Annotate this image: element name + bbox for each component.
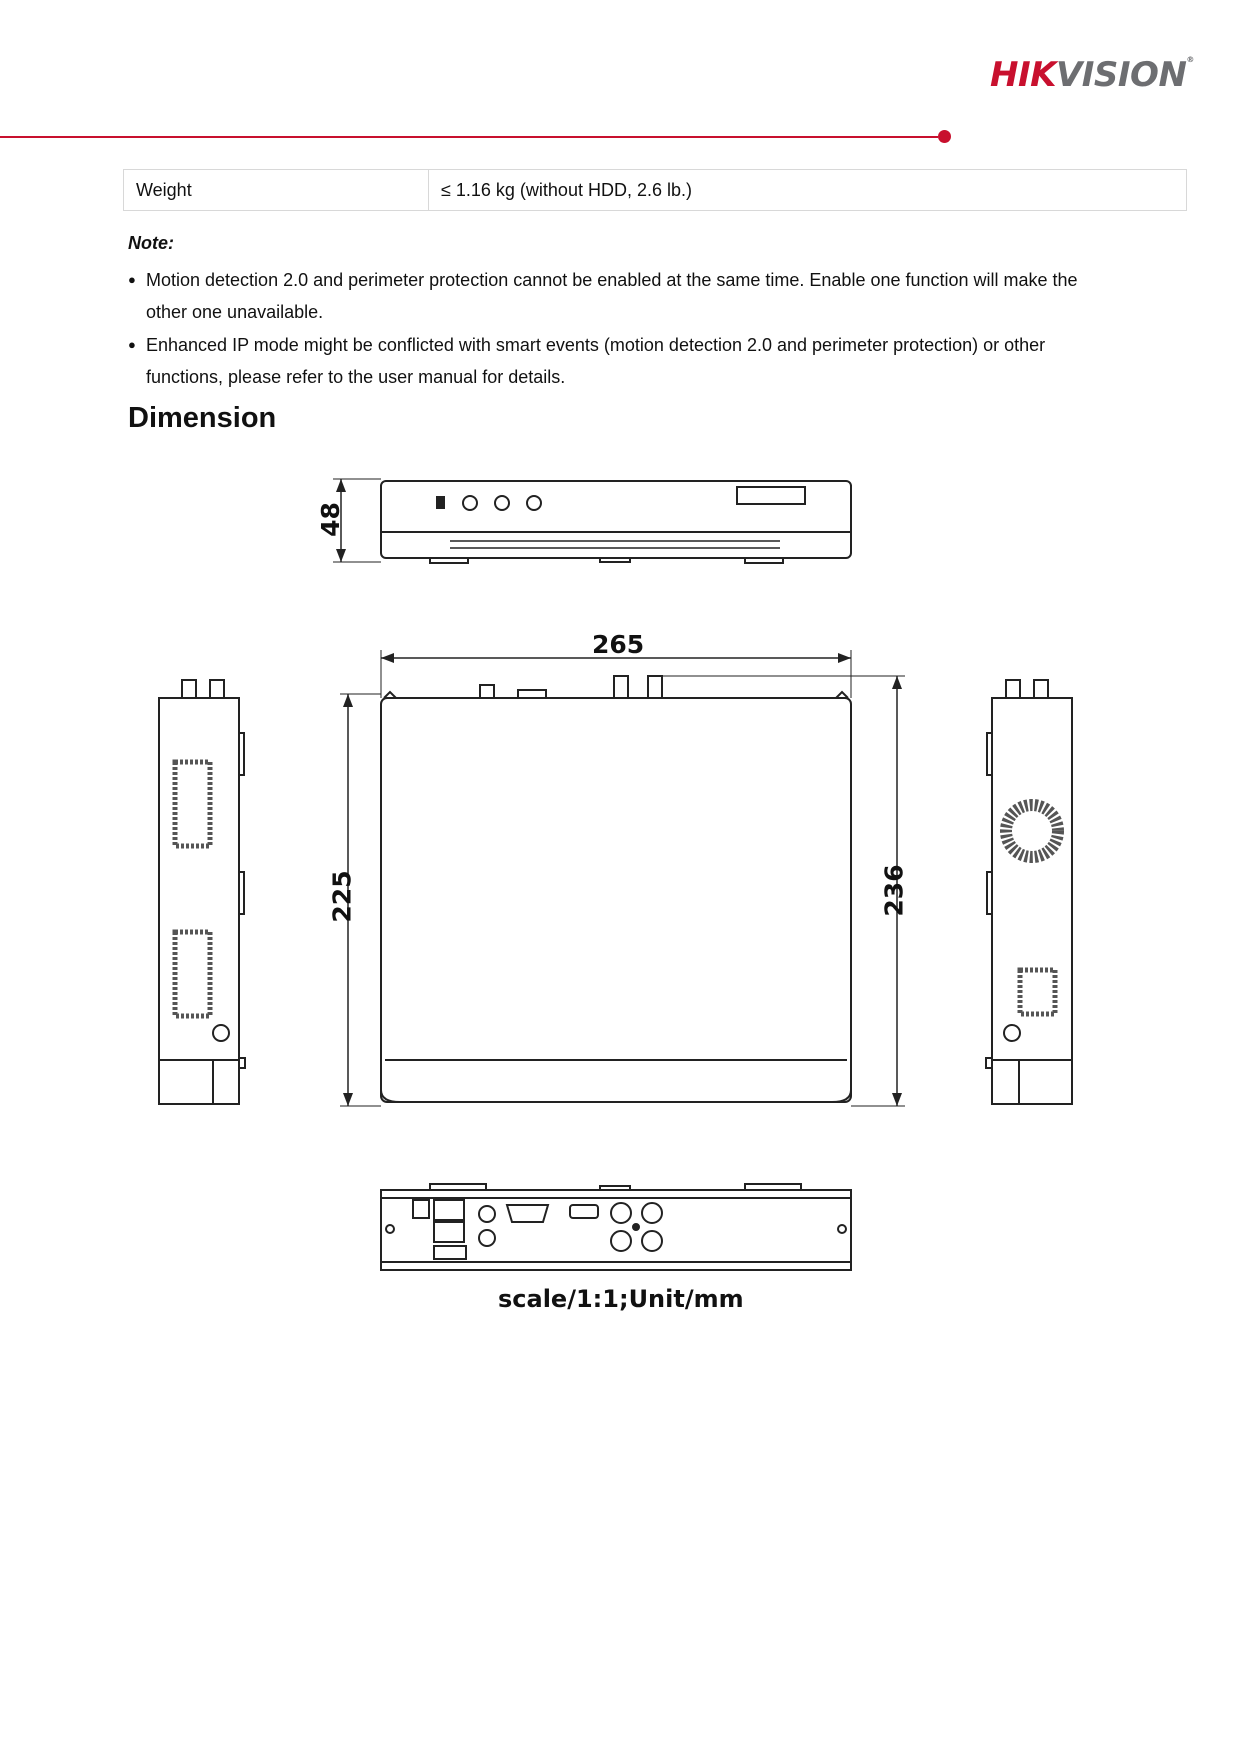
section-title: Dimension — [128, 402, 277, 434]
list-item: ● Enhanced IP mode might be conflicted with smart events (motion detection 2.0 and perimeter protection) or other functions, please refer to the user manual for details. — [128, 329, 1088, 393]
right-side-view — [986, 680, 1072, 1104]
list-item: ● Motion detection 2.0 and perimeter protection cannot be enabled at the same time. Enable one function will make the other one unavailable. — [128, 264, 1088, 328]
rear-view — [381, 1184, 851, 1270]
note-title: Note: — [128, 233, 174, 253]
left-side-view — [159, 680, 245, 1104]
total-depth-dimension-label: 236 — [879, 864, 909, 917]
width-dimension-label: 265 — [592, 630, 645, 659]
height-dimension-label: 48 — [315, 502, 345, 537]
scale-label: scale/1:1;Unit/mm — [498, 1285, 744, 1313]
depth-dimension-label: 225 — [327, 870, 357, 923]
top-view — [340, 650, 905, 1106]
hikvision-logo: HIKVISION® — [990, 55, 1194, 95]
spec-value: ≤ 1.16 kg (without HDD, 2.6 lb.) — [429, 170, 1187, 211]
front-view — [333, 479, 851, 563]
spec-label: Weight — [124, 170, 429, 211]
